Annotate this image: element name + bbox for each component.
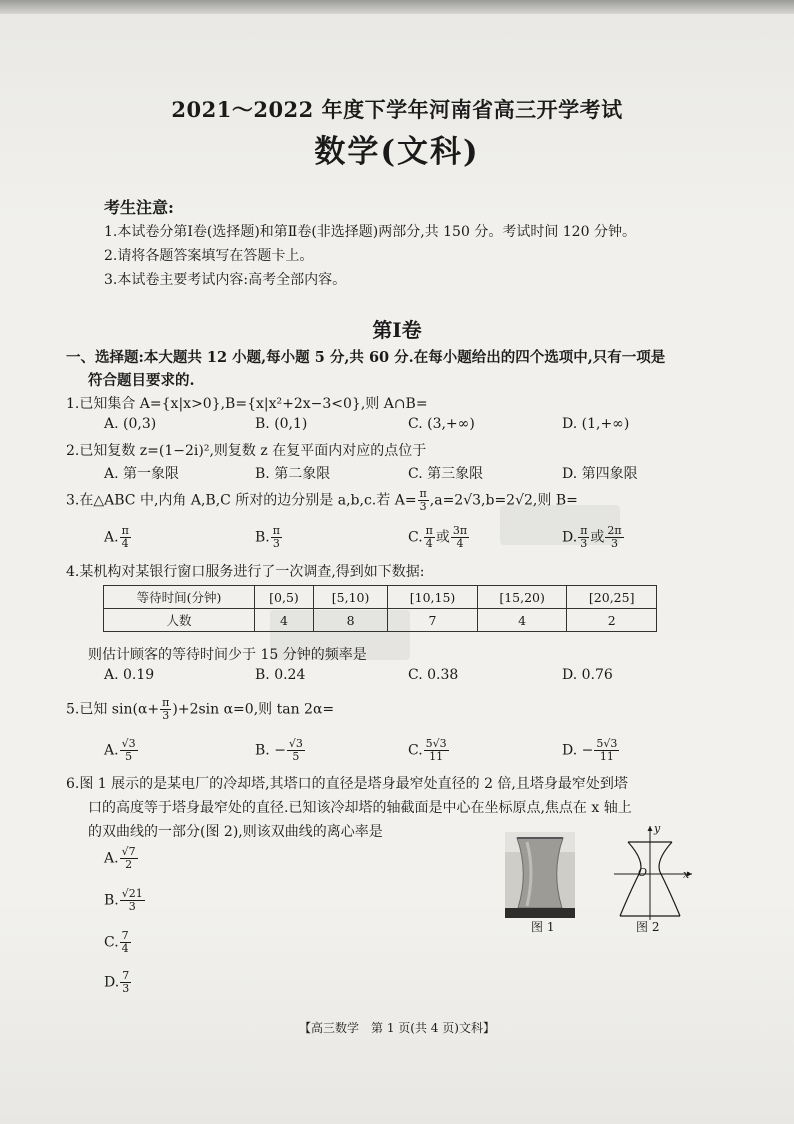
q6-option-a <box>104 846 139 871</box>
table-cell: 4 <box>477 609 567 632</box>
origin-label: O <box>638 866 648 879</box>
denominator: 3 <box>419 500 427 513</box>
fraction-pi-over-3 <box>160 697 171 722</box>
table-cell: 7 <box>388 609 478 632</box>
q1-option-a: A. (0,3) <box>104 416 157 432</box>
q5-stem-part: )+2sin α=0,则 tan 2α= <box>172 701 335 718</box>
q5-option-a <box>104 738 139 763</box>
question-5-stem <box>66 697 334 722</box>
question-4-stem: 4.某机构对某银行窗口服务进行了一次调查,得到如下数据: <box>66 564 425 580</box>
fraction <box>120 525 131 550</box>
fraction <box>120 738 138 763</box>
table-cell: [20,25] <box>567 586 657 609</box>
numerator: √3 <box>121 737 136 750</box>
fraction <box>424 525 435 550</box>
question-1-stem: 1.已知集合 A={x|x>0},B={x|x²+2x−3<0},则 A∩B= <box>66 396 428 412</box>
fraction <box>120 888 145 913</box>
numerator: 3π <box>452 524 468 537</box>
hyperbola-right-branch <box>659 842 680 916</box>
numerator: π <box>121 524 129 537</box>
denominator: 3 <box>162 709 170 722</box>
table-cell: 人数 <box>104 609 255 632</box>
q4-option-b: B. 0.24 <box>255 667 306 683</box>
q4-option-d: D. 0.76 <box>562 667 613 683</box>
q3-option-a <box>104 525 132 550</box>
denominator: 11 <box>429 750 444 763</box>
table-cell: 4 <box>255 609 314 632</box>
hyperbola-left-branch <box>620 842 641 916</box>
q3-option-b <box>255 525 283 550</box>
part-instruction: 符合题目要求的. <box>88 372 195 389</box>
table-header-row <box>104 586 657 609</box>
q4-option-a: A. 0.19 <box>104 667 155 683</box>
q5-option-c <box>408 738 450 763</box>
numerator: √21 <box>121 887 143 900</box>
fraction <box>594 738 619 763</box>
q4-option-c: C. 0.38 <box>408 667 459 683</box>
option-letter: A. <box>104 529 119 546</box>
question-3-stem <box>66 488 578 513</box>
denominator: 4 <box>121 942 129 955</box>
scan-edge <box>0 0 794 14</box>
question-6-line: 的双曲线的一部分(图 2),则该双曲线的离心率是 <box>88 824 383 840</box>
q5-stem-part: 5.已知 sin(α+ <box>66 701 160 718</box>
q5-option-d <box>562 738 620 763</box>
table-cell: [10,15) <box>388 586 478 609</box>
q3-stem-part: 3.在△ABC 中,内角 A,B,C 所对的边分别是 a,b,c.若 A= <box>66 492 417 509</box>
exam-subtitle: 数学(文科) <box>314 134 480 170</box>
numerator: π <box>425 524 433 537</box>
q3-option-d <box>562 525 625 550</box>
question-2-stem: 2.已知复数 z=(1−2i)²,则复数 z 在复平面内对应的点位于 <box>66 443 427 459</box>
denominator: 3 <box>272 537 280 550</box>
numerator: 7 <box>121 929 129 942</box>
part-instruction: 一、选择题:本大题共 12 小题,每小题 5 分,共 60 分.在每小题给出的四个选项中,只有一项是 <box>66 349 666 366</box>
fraction <box>120 970 131 995</box>
numerator: 2π <box>607 524 622 537</box>
option-letter: C. <box>408 529 423 546</box>
option-letter: B. − <box>255 742 286 759</box>
question-6-line: 口的高度等于塔身最窄处的直径.已知该冷却塔的轴截面是中心在坐标原点,焦点在 x 轴上 <box>88 800 632 816</box>
denominator: 3 <box>122 982 130 995</box>
option-letter: A. <box>104 850 119 867</box>
denominator: 3 <box>580 537 588 550</box>
q6-option-c <box>104 930 132 955</box>
table-cell: 等待时间(分钟) <box>104 586 255 609</box>
denominator: 3 <box>611 537 619 550</box>
or-word: 或 <box>435 529 450 546</box>
option-letter: C. <box>408 742 423 759</box>
q5-option-b <box>255 738 306 763</box>
numerator: √7 <box>121 845 136 858</box>
denominator: 4 <box>121 537 129 550</box>
option-letter: A. <box>104 742 119 759</box>
option-letter: D. <box>562 529 578 546</box>
numerator: π <box>162 696 170 709</box>
q3-option-c <box>408 525 470 550</box>
q2-option-d: D. 第四象限 <box>562 466 638 482</box>
figure-2-caption: 图 2 <box>636 920 660 934</box>
denominator: 5 <box>292 750 300 763</box>
q1-option-d: D. (1,+∞) <box>562 416 630 432</box>
page-footer: 【高三数学 第 1 页(共 4 页)文科】 <box>299 1021 495 1035</box>
q6-option-d <box>104 970 132 995</box>
q1-option-b: B. (0,1) <box>255 416 308 432</box>
or-word: 或 <box>590 529 605 546</box>
fraction <box>120 930 131 955</box>
fraction <box>271 525 282 550</box>
denominator: 4 <box>456 537 464 550</box>
numerator: π <box>272 524 280 537</box>
denominator: 11 <box>599 750 614 763</box>
numerator: 7 <box>122 969 130 982</box>
numerator: π <box>580 524 588 537</box>
table-cell: [5,10) <box>313 586 387 609</box>
fraction <box>287 738 305 763</box>
notice-heading: 考生注意: <box>104 198 174 217</box>
section-title: 第Ⅰ卷 <box>372 318 422 342</box>
denominator: 5 <box>125 750 133 763</box>
wait-time-table <box>103 585 657 632</box>
table-cell: [15,20) <box>477 586 567 609</box>
exam-title: 2021～2022 年度下学年河南省高三开学考试 <box>171 97 623 122</box>
q6-option-b <box>104 888 146 913</box>
option-letter: B. <box>255 529 270 546</box>
q2-option-b: B. 第二象限 <box>255 466 331 482</box>
notice-item: 2.请将各题答案填写在答题卡上。 <box>104 248 314 264</box>
y-axis-label: y <box>654 822 661 835</box>
denominator: 3 <box>128 900 136 913</box>
option-letter: B. <box>104 892 119 909</box>
numerator: π <box>419 487 427 500</box>
denominator: 4 <box>425 537 433 550</box>
question-4-prompt: 则估计顾客的等待时间少于 15 分钟的频率是 <box>88 647 367 663</box>
fraction-pi-over-3 <box>418 488 429 513</box>
option-letter: C. <box>104 934 119 951</box>
option-letter: D. <box>104 974 120 991</box>
table-cell: [0,5) <box>255 586 314 609</box>
y-axis-arrow <box>648 826 653 831</box>
fraction <box>605 525 623 550</box>
table-row <box>104 609 657 632</box>
fraction <box>120 846 138 871</box>
table-cell: 8 <box>313 609 387 632</box>
fraction <box>451 525 469 550</box>
q2-option-c: C. 第三象限 <box>408 466 484 482</box>
q1-option-c: C. (3,+∞) <box>408 416 475 432</box>
cooling-tower-photo <box>505 832 575 918</box>
figure-1-caption: 图 1 <box>531 920 555 934</box>
numerator: √3 <box>288 737 303 750</box>
fraction <box>424 738 449 763</box>
numerator: 5√3 <box>596 737 618 750</box>
table-cell: 2 <box>567 609 657 632</box>
x-axis-label: x <box>683 868 690 881</box>
question-6-line: 6.图 1 展示的是某电厂的冷却塔,其塔口的直径是塔身最窄处直径的 2 倍,且塔身最窄处到塔 <box>66 776 628 792</box>
denominator: 2 <box>125 858 133 871</box>
notice-item: 3.本试卷主要考试内容:高考全部内容。 <box>104 272 347 288</box>
fraction <box>578 525 589 550</box>
option-letter: D. − <box>562 742 594 759</box>
q3-stem-part: ,a=2√3,b=2√2,则 B= <box>429 492 578 509</box>
q2-option-a: A. 第一象限 <box>104 466 180 482</box>
numerator: 5√3 <box>425 737 447 750</box>
notice-item: 1.本试卷分第Ⅰ卷(选择题)和第Ⅱ卷(非选择题)两部分,共 150 分。考试时间 120 分钟。 <box>104 224 636 240</box>
